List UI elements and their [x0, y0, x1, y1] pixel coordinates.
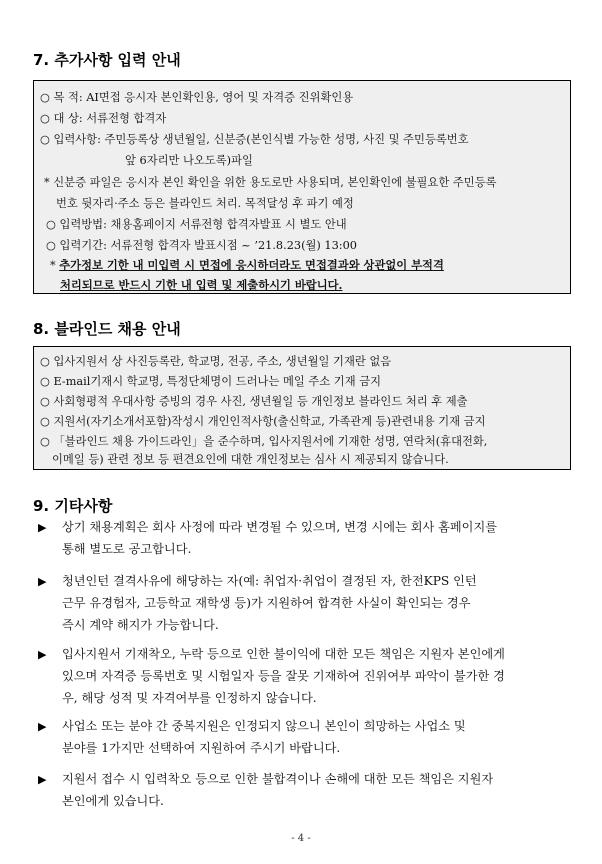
s7-purpose-line: ○ 목 적: AI면접 응시자 본인확인용, 영어 및 자격증 진위확인용	[40, 91, 354, 104]
s9-item-4-line-1: 사업소 또는 분야 간 중복지원은 인정되지 않으니 본인이 희망하는 사업소 및	[62, 719, 466, 733]
s7-id-note-cont: 번호 뒷자리·주소 등은 블라인드 처리. 목적달성 후 파기 예정	[56, 197, 354, 210]
bullet-arrow-icon: ▶	[38, 773, 47, 786]
s9-item-4-line-2: 분야를 1가지만 선택하여 지원하여 주시기 바랍니다.	[62, 741, 341, 755]
bullet-arrow-icon: ▶	[38, 521, 47, 534]
s8-line-6: 이메일 등) 관련 정보 등 편견요인에 대한 개인정보는 심사 시 제공되지 않습니다.	[52, 453, 449, 466]
s8-line-2: ○ E-mail기재시 학교명, 특정단체명이 드러나는 메일 주소 기재 금지	[40, 375, 382, 388]
s9-item-5-line-1: 지원서 접수 시 입력착오 등으로 인한 불합격이나 손해에 대한 모든 책임은 지원자	[62, 772, 494, 786]
section-9-heading: 9. 기타사항	[33, 497, 113, 515]
s7-period-line: ○ 입력기간: 서류전형 합격자 발표시점 ~ ’21.8.23(월) 13:00	[46, 239, 357, 252]
s7-input-items-cont: 앞 6자리만 나오도록)파일	[125, 154, 253, 167]
s9-item-3-line-3: 우, 해당 성적 및 자격여부를 인정하지 않습니다.	[62, 691, 317, 705]
s7-notice-line-2	[60, 277, 342, 293]
s8-line-1: ○ 입사지원서 상 사진등록란, 학교명, 전공, 주소, 생년월일 기재란 없음	[40, 355, 392, 368]
bullet-arrow-icon: ▶	[38, 575, 47, 588]
s9-item-1-line-1: 상기 채용계획은 회사 사정에 따라 변경될 수 있으며, 변경 시에는 회사 홈페이지를	[62, 520, 498, 534]
s8-line-5: ○ 「블라인드 채용 가이드라인」을 준수하며, 입사지원서에 기재한 성명, 연락처(휴대전화,	[40, 435, 488, 448]
s8-line-3: ○ 사회형평적 우대사항 증빙의 경우 사진, 생년월일 등 개인정보 블라인드 처리 후 제출	[40, 395, 468, 408]
page-number: - 4 -	[291, 833, 311, 844]
s7-target-line: ○ 대 상: 서류전형 합격자	[40, 112, 167, 125]
s7-input-items-line: ○ 입력사항: 주민등록상 생년월일, 신분증(본인식별 가능한 성명, 사진 및 주민등록번호	[40, 133, 469, 146]
section-8-heading: 8. 블라인드 채용 안내	[33, 320, 181, 338]
s9-item-1-line-2: 통해 별도로 공고합니다.	[62, 542, 192, 556]
section-7-box	[33, 80, 571, 294]
s9-item-2-line-2: 근무 유경험자, 고등학교 재학생 등)가 지원하여 합격한 사실이 확인되는 경우	[62, 596, 471, 610]
section-8-box	[33, 346, 571, 470]
s7-notice-text-1: 추가정보 기한 내 미입력 시 면접에 응시하더라도 면접결과와 상관없이 부적격	[59, 258, 444, 272]
s7-notice-line-1: * 추가정보 기한 내 미입력 시 면접에 응시하더라도 면접결과와 상관없이 부적격	[50, 258, 444, 272]
s9-item-5-line-2: 본인에게 있습니다.	[62, 794, 164, 808]
s7-id-note-line: * 신분증 파일은 응시자 본인 확인을 위한 용도로만 사용되며, 본인확인에 불필요한 주민등록	[44, 176, 497, 189]
s9-item-2-line-3: 즉시 계약 해지가 가능합니다.	[62, 618, 219, 632]
s7-method-line: ○ 입력방법: 채용홈페이지 서류전형 합격자발표 시 별도 안내	[46, 218, 347, 231]
section-7-heading: 7. 추가사항 입력 안내	[33, 51, 181, 69]
s9-item-3-line-1: 입사지원서 기재착오, 누락 등으로 인한 불이익에 대한 모든 책임은 지원자 본인에게	[62, 647, 505, 661]
bullet-arrow-icon: ▶	[38, 648, 47, 661]
s7-notice-text-2: 처리되므로 반드시 기한 내 입력 및 제출하시기 바랍니다.	[60, 278, 343, 292]
s9-item-3-line-2: 있으며 자격증 등록번호 및 시험일자 등을 잘못 기재하여 진위여부 파악이 불가한 경	[62, 669, 505, 683]
bullet-arrow-icon: ▶	[38, 720, 47, 733]
s9-item-2-line-1: 청년인턴 결격사유에 해당하는 자(예: 취업자·취업이 결정된 자, 한전KPS 인턴	[62, 574, 477, 588]
s8-line-4: ○ 지원서(자기소개서포함)작성시 개인인적사항(출신학교, 가족관계 등)관련내용 기재 금지	[40, 415, 486, 428]
